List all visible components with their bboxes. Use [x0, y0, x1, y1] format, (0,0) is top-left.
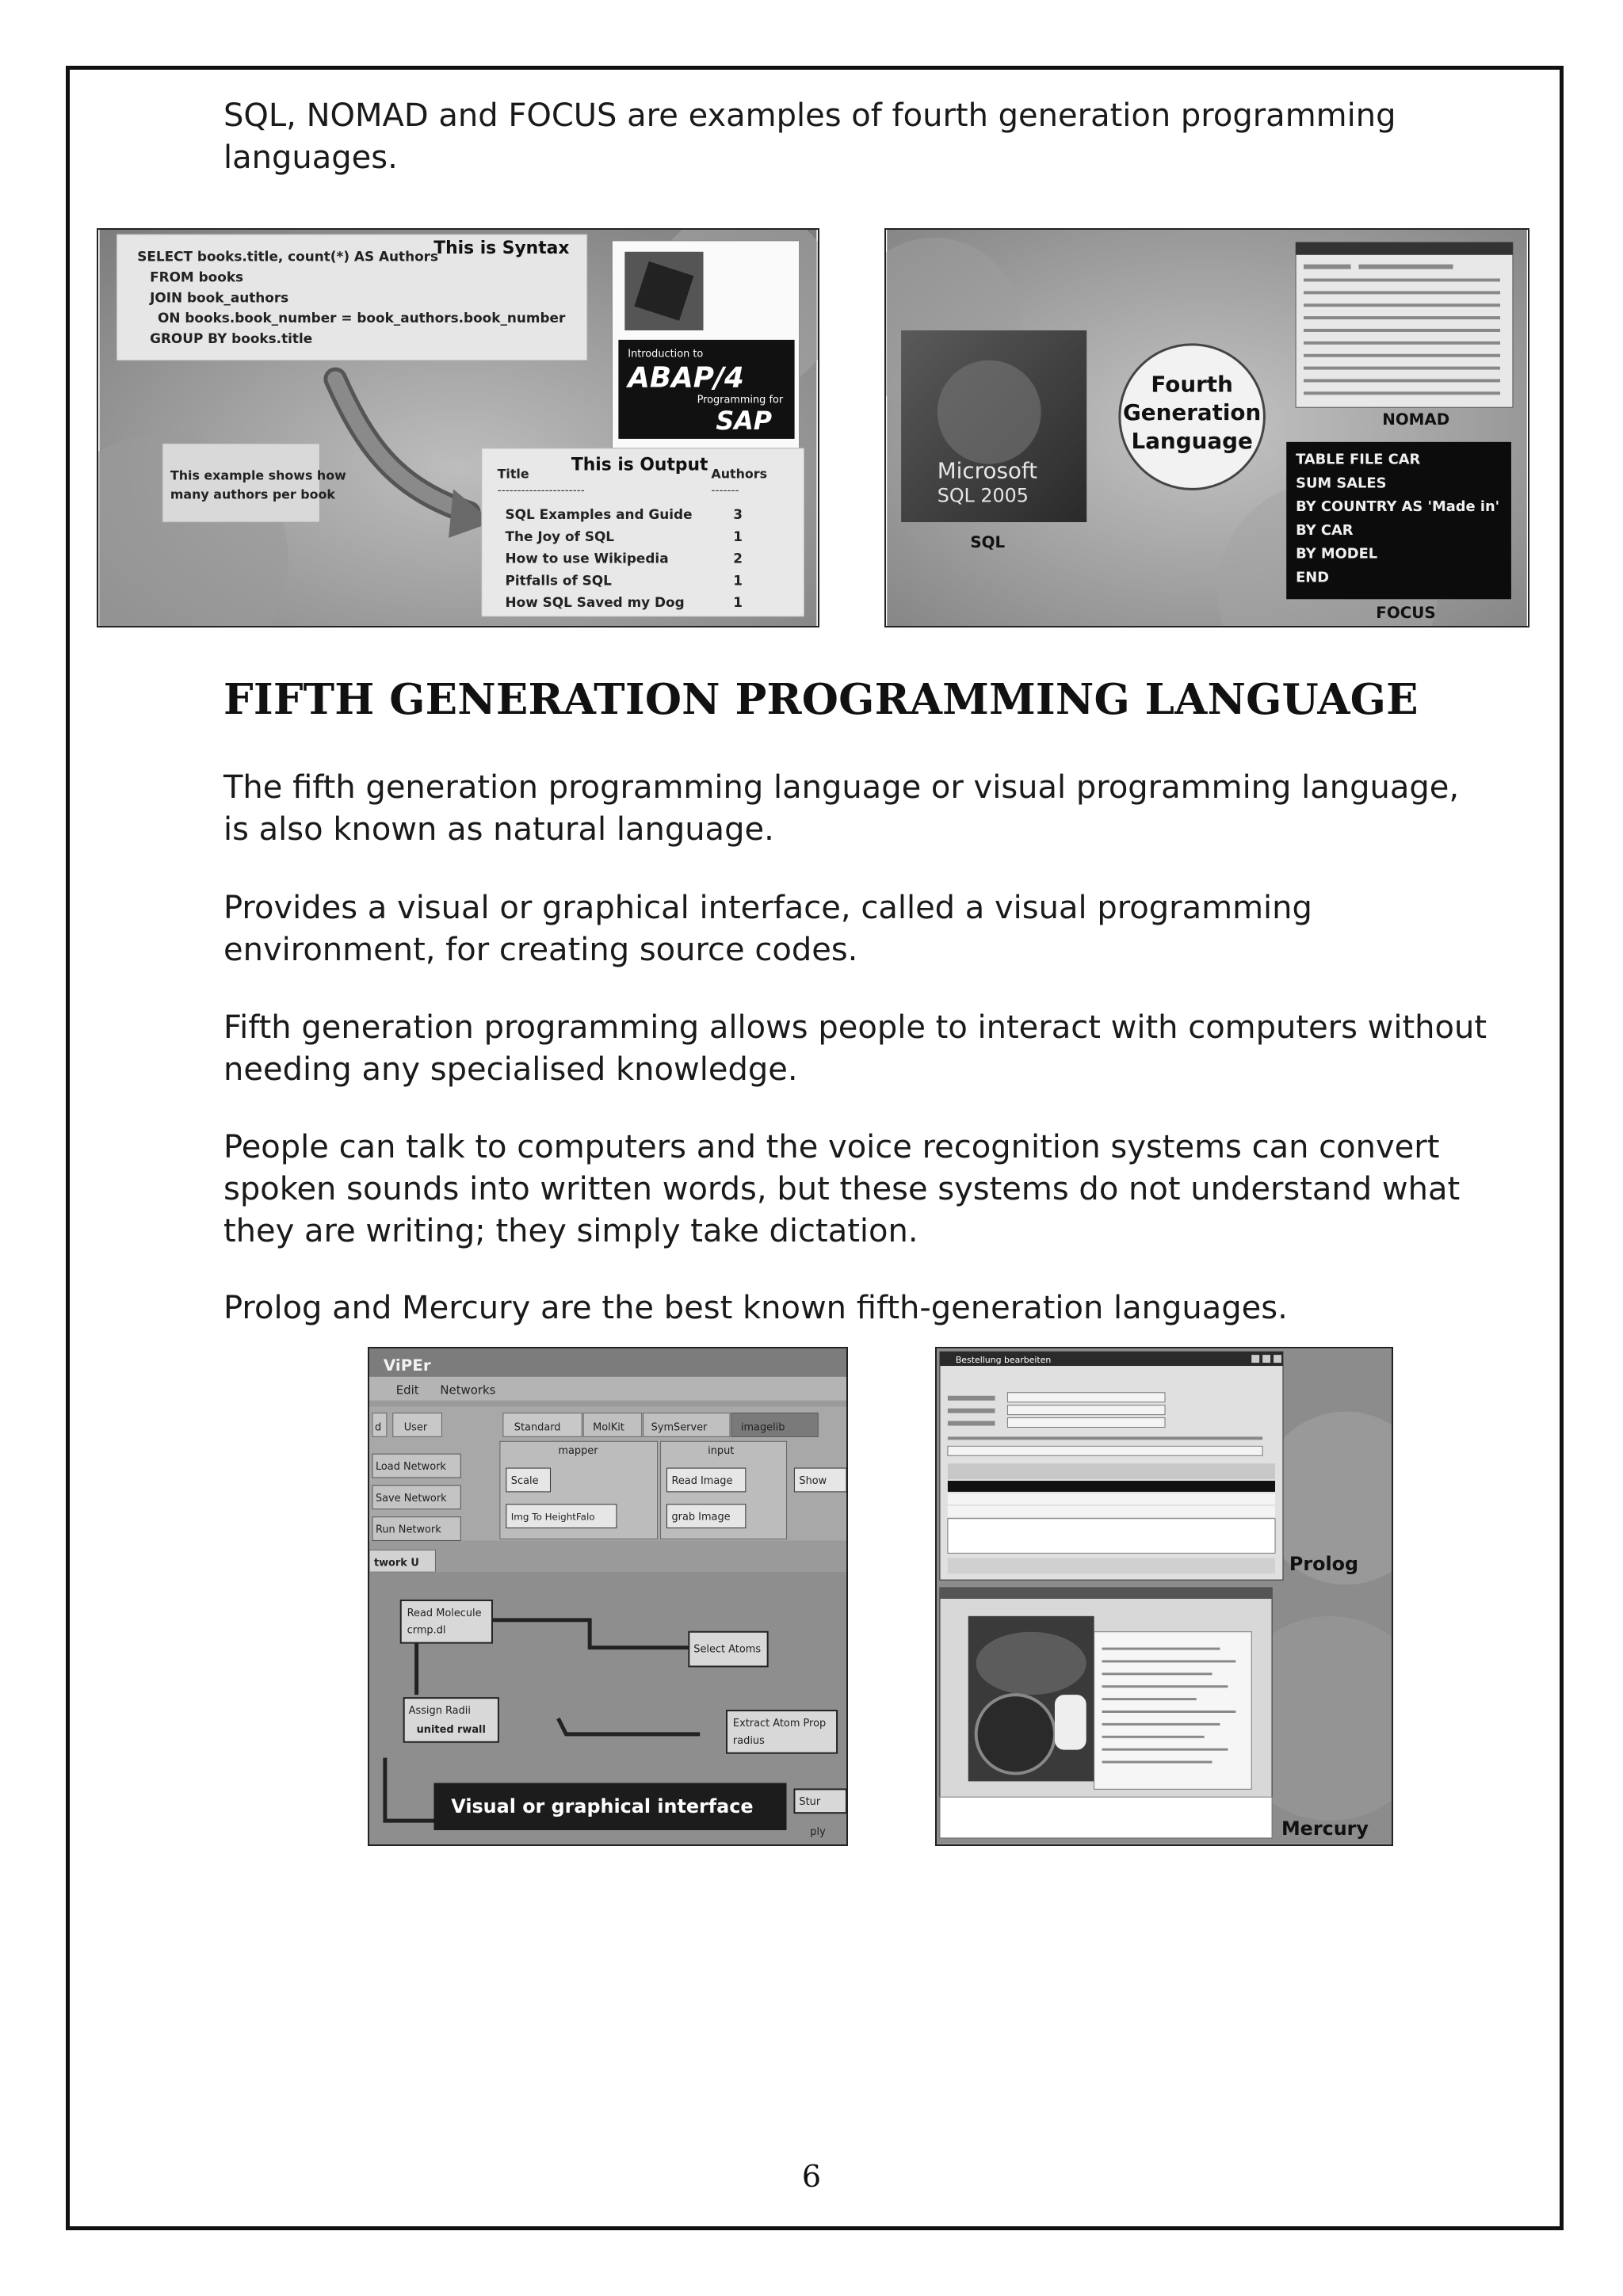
side-button: Load Network [375, 1461, 446, 1474]
focus-line: TABLE FILE CAR [1296, 451, 1421, 468]
tool-button: Img To HeightFalo [510, 1511, 595, 1523]
focus-line: END [1296, 569, 1330, 586]
note-line: many authors per book [170, 486, 335, 502]
prolog-label: Prolog [1289, 1553, 1359, 1576]
code-line: ON books.book_number = book_authors.book_number [158, 310, 566, 326]
sql-example-figure [97, 228, 819, 627]
node-label: Stur [799, 1796, 821, 1809]
body-paragraph: Provides a visual or graphical interface, called a visual programming environment, for creating source codes. [223, 890, 1312, 968]
tool-button: Read Image [671, 1474, 733, 1487]
focus-label: FOCUS [1376, 604, 1436, 623]
circle-line: Language [1131, 427, 1253, 454]
side-button: Run Network [375, 1524, 441, 1536]
window-title: Bestellung bearbeiten [955, 1355, 1052, 1366]
code-line: GROUP BY books.title [150, 330, 313, 346]
node-label: ply [810, 1826, 826, 1838]
box-brand: Microsoft [937, 457, 1038, 484]
output-row-title: How to use Wikipedia [505, 550, 669, 566]
focus-line: SUM SALES [1296, 475, 1387, 492]
left-tab: User [403, 1421, 428, 1434]
syntax-title: This is Syntax [433, 238, 570, 258]
output-title: This is Output [571, 455, 708, 475]
code-line: SELECT books.title, count(*) AS Authors [137, 248, 439, 265]
node-label: Read Molecule [407, 1607, 482, 1619]
nomad-label: NOMAD [1382, 410, 1450, 429]
output-row-title: The Joy of SQL [505, 528, 615, 544]
output-row-title: How SQL Saved my Dog [505, 594, 685, 611]
column-mapper: mapper [558, 1445, 598, 1458]
side-button: Save Network [375, 1492, 447, 1505]
node-label: crmp.dl [407, 1624, 446, 1637]
body-paragraph: The fifth generation programming language or visual programming language, is also known as natural language. [223, 769, 1460, 848]
toolbox-tab: imagelib [740, 1421, 785, 1434]
tool-button: Show [799, 1474, 827, 1487]
node-label: Select Atoms [693, 1643, 762, 1656]
viper-caption: Visual or graphical interface [451, 1795, 754, 1818]
output-row-authors: 2 [733, 550, 743, 566]
box-product: SQL 2005 [937, 484, 1029, 507]
output-row-authors: 3 [733, 506, 743, 523]
rule-title: ---------------------- [497, 484, 585, 498]
intro-paragraph: SQL, NOMAD and FOCUS are examples of fourth generation programming languages. [223, 97, 1396, 176]
output-row-authors: 1 [733, 572, 743, 589]
book-line: Programming for [697, 394, 784, 406]
book-title: ABAP/4 [628, 361, 744, 395]
output-row-title: Pitfalls of SQL [505, 572, 612, 589]
book-line: Introduction to [628, 348, 704, 360]
code-line: JOIN book_authors [150, 289, 289, 306]
sql-label: SQL [970, 532, 1006, 551]
node-label: united rwall [416, 1723, 486, 1736]
section-heading: FIFTH GENERATION PROGRAMMING LANGUAGE [223, 675, 1419, 724]
tool-button: Scale [510, 1474, 539, 1487]
menu-item: Edit [395, 1383, 419, 1398]
output-row-title: SQL Examples and Guide [505, 506, 693, 523]
column-input: input [708, 1445, 735, 1458]
toolbox-tab: Standard [514, 1421, 561, 1434]
page-number: 6 [801, 2159, 822, 2194]
tool-button: grab Image [671, 1511, 731, 1524]
viper-figure [368, 1347, 848, 1846]
focus-line: BY COUNTRY AS 'Made in' [1296, 498, 1500, 516]
fourth-generation-figure [884, 228, 1529, 627]
focus-line: BY CAR [1296, 521, 1354, 539]
toolbox-tab: MolKit [593, 1421, 624, 1434]
note-line: This example shows how [170, 467, 346, 483]
menu-item: Networks [440, 1383, 496, 1398]
prolog-mercury-figure [935, 1347, 1393, 1846]
output-row-authors: 1 [733, 528, 743, 544]
body-paragraph: People can talk to computers and the voice recognition systems can convert spoken sounds into written words, but these systems do not understand what they are writing; they simply take dictation. [223, 1129, 1461, 1249]
toolbox-tab: SymServer [651, 1421, 708, 1434]
network-tab: twork U [373, 1557, 419, 1569]
book-brand: SAP [716, 406, 773, 436]
column-title: Title [497, 466, 529, 482]
node-label: Extract Atom Prop [732, 1717, 827, 1730]
focus-line: BY MODEL [1296, 545, 1378, 563]
body-paragraph: Prolog and Mercury are the best known fifth-generation languages. [223, 1290, 1288, 1326]
circle-line: Generation [1123, 399, 1262, 426]
node-label: radius [732, 1734, 765, 1747]
left-tab: d [374, 1421, 382, 1434]
column-authors: Authors [711, 466, 768, 482]
viper-title: ViPEr [383, 1356, 431, 1375]
node-label: Assign Radii [408, 1705, 471, 1718]
mercury-label: Mercury [1281, 1817, 1369, 1840]
body-paragraph: Fifth generation programming allows people to interact with computers without needing any specialised knowledge. [223, 1009, 1487, 1088]
circle-line: Fourth [1151, 371, 1233, 398]
rule-authors: ------- [711, 484, 739, 498]
code-line: FROM books [150, 269, 244, 285]
output-row-authors: 1 [733, 594, 743, 611]
